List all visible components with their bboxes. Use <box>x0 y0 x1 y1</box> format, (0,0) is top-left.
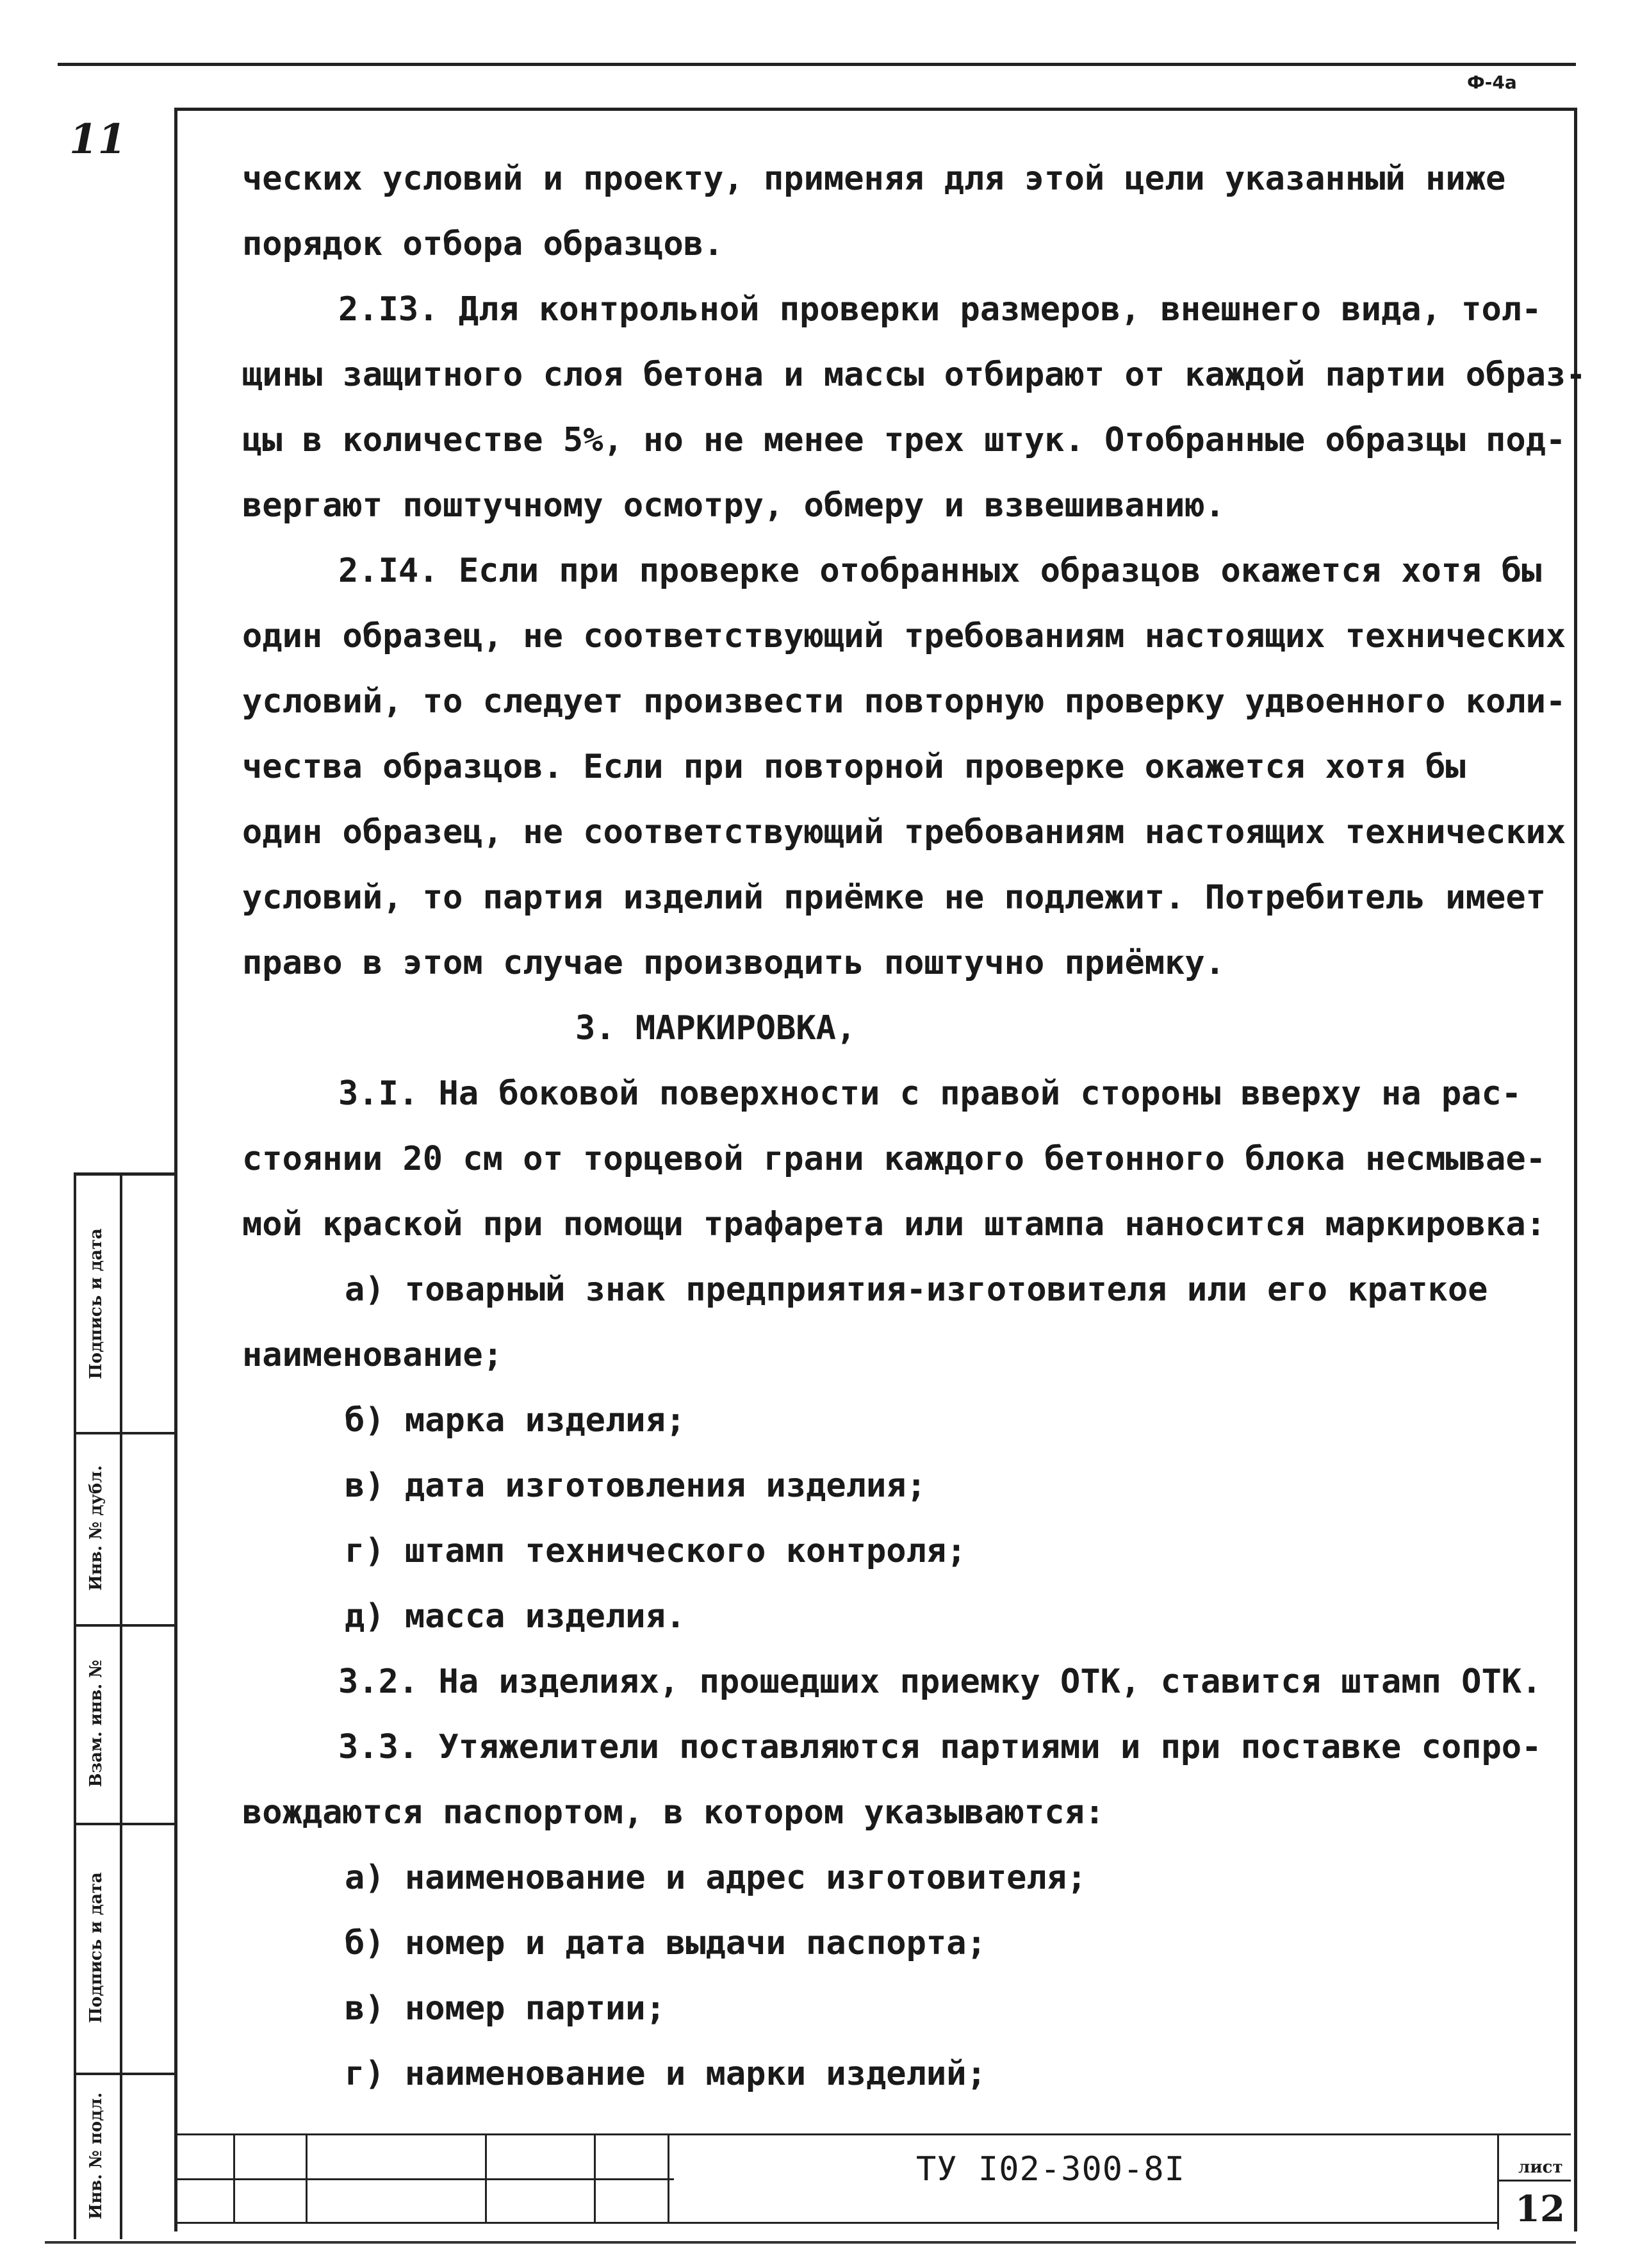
text-line: стоянии 20 см от торцевой грани каждого бетонного блока несмывае- <box>242 1140 1546 1178</box>
text-line: чества образцов. Если при повторной проверке окажется хотя бы <box>242 748 1466 786</box>
form-code: Ф-4а <box>1467 72 1517 93</box>
top-rule <box>58 63 1576 66</box>
side-label-dup-inv: Инв. № дубл. <box>86 1465 106 1591</box>
bottom-rule <box>45 2241 1576 2244</box>
side-strip-separator <box>74 1823 176 1825</box>
text-line: цы в количестве 5%, но не менее трех штук. Отобранные образцы под- <box>242 421 1566 459</box>
document-code: ТУ I02-300-8I <box>916 2150 1185 2189</box>
list-item: в) дата изготовления изделия; <box>345 1467 926 1505</box>
side-strip-outer-line <box>74 1176 76 2239</box>
text-line: 2.I3. Для контрольной проверки размеров, внешнего вида, тол- <box>338 290 1542 329</box>
side-strip-column-line <box>120 1176 122 2239</box>
text-line: 3.3. Утяжелители поставляются партиями и при поставке сопро- <box>338 1728 1542 1766</box>
section-heading: 3. МАРКИРОВКА, <box>575 1009 857 1048</box>
text-line: мой краской при помощи трафарета или штампа наносится маркировка: <box>242 1205 1546 1244</box>
list-item: а) наименование и адрес изготовителя; <box>345 1859 1087 1897</box>
text-line: право в этом случае производить поштучно приёмку. <box>242 944 1226 982</box>
text-line: один образец, не соответствующий требованиям настоящих технических <box>242 813 1566 851</box>
side-strip <box>74 1172 176 2239</box>
text-line: вождаются паспортом, в котором указываются: <box>242 1793 1105 1832</box>
text-line: один образец, не соответствующий требованиям настоящих технических <box>242 617 1566 655</box>
text-line: 2.I4. Если при проверке отобранных образцов окажется хотя бы <box>338 552 1542 590</box>
text-line: порядок отбора образцов. <box>242 225 724 263</box>
text-line: 3.I. На боковой поверхности с правой стороны вверху на рас- <box>338 1074 1522 1113</box>
text-line: 3.2. На изделиях, прошедших приемку ОТК, ставится штамп ОТК. <box>338 1663 1542 1701</box>
list-item: г) штамп технического контроля; <box>345 1532 967 1570</box>
document-body <box>242 146 1586 2107</box>
title-block <box>174 2133 1571 2230</box>
sheet-label: лист <box>1518 2158 1563 2177</box>
list-item: а) товарный знак предприятия-изготовителя или его краткое <box>345 1270 1488 1309</box>
side-label-signature-date: Подпись и дата <box>86 1228 106 1379</box>
list-item: в) номер партии; <box>345 1989 666 2028</box>
sheet-number: 12 <box>1515 2188 1565 2230</box>
side-label-orig-inv: Инв. № подл. <box>86 2092 106 2220</box>
side-strip-separator <box>74 1432 176 1434</box>
text-line: наименование; <box>242 1336 503 1374</box>
text-line: условий, то партия изделий приёмке не подлежит. Потребитель имеет <box>242 878 1546 917</box>
text-line: вергают поштучному осмотру, обмеру и взвешиванию. <box>242 486 1226 525</box>
side-label-signature-date-2: Подпись и дата <box>86 1872 106 2023</box>
text-line: условий, то следует произвести повторную проверку удвоенного коли- <box>242 682 1566 721</box>
text-line: щины защитного слоя бетона и массы отбирают от каждой партии образ- <box>242 356 1586 394</box>
page-mark: 11 <box>69 115 127 163</box>
list-item: б) марка изделия; <box>345 1401 686 1440</box>
list-item: г) наименование и марки изделий; <box>345 2055 987 2093</box>
side-label-replace-inv: Взам. инв. № <box>86 1659 106 1787</box>
list-item: б) номер и дата выдачи паспорта; <box>345 1924 987 1962</box>
list-item: д) масса изделия. <box>345 1597 686 1636</box>
side-strip-separator <box>74 2073 176 2075</box>
text-line: ческих условий и проекту, применяя для этой цели указанный ниже <box>242 160 1506 198</box>
side-strip-separator <box>74 1624 176 1627</box>
